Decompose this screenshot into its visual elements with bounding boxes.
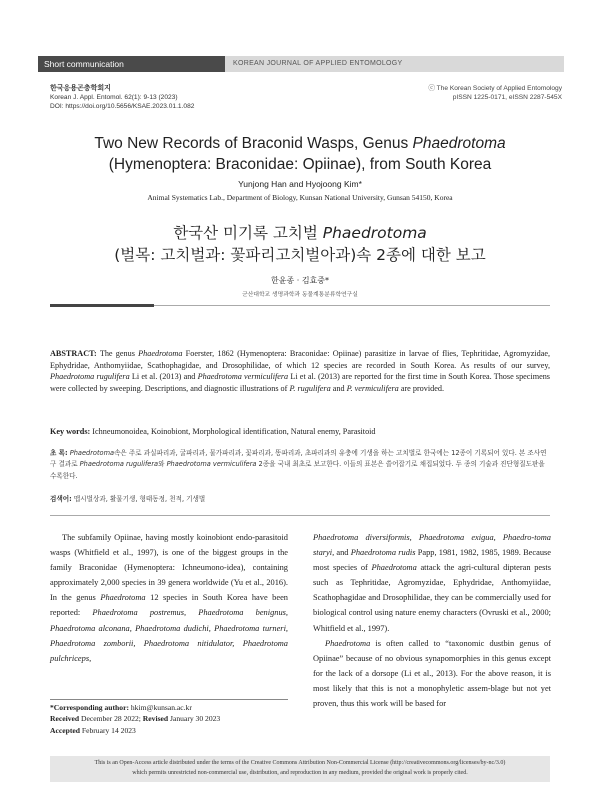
korean-title-genus: Phaedrotoma <box>322 224 427 242</box>
body-paragraph: The subfamily Opiinae, having mostly koinobiont endo-parasitoid wasps (Whitfield et al., 1997), is one of the biggest groups in the family Braconidae (Hymenoptera: Ichneumono-idea), containing approximately 2,000 species in 39 genera worldwide (Yu et al., 2016). In the genus Phaedrotoma 12 species in South Korea have been reported: Phaedrotoma postremus, Phaedrotoma benignus, Phaedrotoma alconana, Phaedrotoma dudichi, Phaedrotoma turneri, Phaedrotoma zomborii, Phaedrotoma nitidulator, Phaedrotoma pulchriceps, <box>50 533 288 663</box>
korean-keywords-label: 검색어: <box>50 495 72 503</box>
korean-keywords: 검색어: 맵시벌상과, 활물기생, 형태동정, 천적, 기생벌 <box>50 495 206 503</box>
license-line-1: This is an Open-Access article distributed under the terms of the Creative Commons Attribution Non-Commercial License (http://creativecommons.org/licenses/by-nc/3.0) <box>94 760 506 766</box>
citation: Korean J. Appl. Entomol. 62(1): 9-13 (2023) <box>50 94 178 101</box>
copyright-block <box>428 84 562 102</box>
abstract-label: ABSTRACT: <box>50 349 97 358</box>
title-genus: Phaedrotoma <box>412 135 506 152</box>
license-notice <box>50 756 550 782</box>
doi-link[interactable]: DOI: https://doi.org/10.5656/KSAE.2023.01.1.082 <box>50 103 195 110</box>
keywords: Key words: Ichneumonoidea, Koinobiont, Morphological identification, Natural enemy, Parasitoid <box>50 427 376 436</box>
korean-authors: 한윤종 · 김효중* <box>271 276 329 285</box>
authors: Yunjong Han and Hyojoong Kim* <box>238 179 362 189</box>
title-divider <box>50 304 550 307</box>
correspondence-footnote: *Corresponding author: hkim@kunsan.ac.kr Received December 28 2022; Revised January 30 2023 Accepted February 14 2023 <box>50 699 288 736</box>
korean-title-line1: 한국산 미기록 고치벌 <box>173 224 323 242</box>
header-bar <box>38 56 564 72</box>
korean-title-line2: (벌목: 고치벌과: 꽃파리고치벌아과)속 2종에 대한 보고 <box>114 246 486 264</box>
body-column-left <box>50 530 288 666</box>
corresponding-author-label: *Corresponding author: <box>50 703 129 712</box>
title-line2: (Hymenoptera: Braconidae: Opiinae), from South Korea <box>108 156 492 173</box>
title-line1: Two New Records of Braconid Wasps, Genus <box>94 135 413 152</box>
keywords-label: Key words: <box>50 427 91 436</box>
corresponding-email[interactable]: hkim@kunsan.ac.kr <box>128 703 192 712</box>
korean-journal-name: 한국응용곤충학회지 <box>50 85 111 92</box>
issn: pISSN 1225-0171, eISSN 2287-545X <box>452 94 562 101</box>
body-column-right <box>313 530 551 711</box>
copyright: ⓒ The Korean Society of Applied Entomology <box>428 85 562 92</box>
korean-affiliation: 군산대학교 생명과학과 동물계통분류학연구실 <box>242 292 358 298</box>
korean-title <box>40 222 560 266</box>
body-paragraph: Phaedrotoma is often called to “taxonomic dustbin genus of Opiinae” because of no obvious synapomorphies in this genus except for the lack of a dorsope (Li et al., 2013). For the above reason, it is most likely that this is not a monophyletic assem-blage but not yet proven, thus this work will be based for <box>313 638 551 709</box>
license-line-2: which permits unrestricted non-commercial use, distribution, and reproduction in any medium, provided the original work is properly cited. <box>132 770 468 776</box>
korean-abstract: 초 록: Phaedrotoma속은 주로 과실파리과, 굴파리과, 물가파리과, 꽃파리과, 똥파리과, 초파리과의 유충에 기생을 하는 고치벌로 한국에는 12종이 기록되어 있다. 본 조사연구 결과로 Phaedrotoma rugulifera와 Phaedrotoma vermiculifera 2종을 국내 최초로 보고한다. 이들의 표본은 쓸어잡기로 채집되었다. 두 종의 기술과 진단형질도판을 수록한다. <box>50 449 547 480</box>
abstract-divider <box>50 515 550 516</box>
article-title <box>40 133 560 175</box>
abstract: ABSTRACT: The genus Phaedrotoma Foerster, 1862 (Hymenoptera: Braconidae: Opiinae) parasitize in larvae of flies, Tephritidae, Agromyzidae, Ephydridae, Anthomyiidae, Scathophagidae, and Drosophilidae, of which 12 species are recorded in South Korea. As results of our survey, Phaedrotoma rugulifera Li et al. (2013) and Phaedrotoma vermiculifera Li et al. (2013) are reported for the first time in South Korea. Those specimens were collected by sweeping. Descriptions, and diagnostic illustrations of P. rugulifera and P. vermiculifera are provided. <box>50 349 551 393</box>
body-paragraph: Phaedrotoma diversiformis, Phaedrotoma exigua, Phaedro-toma staryi, and Phaedrotoma rudis Papp, 1981, 1982, 1985, 1989. Because most species of Phaedrotoma attack the agri-cultural dipteran pests such as Tephritidae, Agromyzidae, Ephydridae, Anthomyiidae, Scathophagidae and Drosophilidae, they can be commercially used for biological control using nature enemy characters (Ovruski et al., 2000; Whitfield et al., 1997). <box>313 533 551 633</box>
affiliation: Animal Systematics Lab., Department of Biology, Kunsan National University, Gunsan 54150, Korea <box>147 193 453 202</box>
section-label: Short communication <box>38 56 225 72</box>
korean-abstract-label: 초 록: <box>50 449 68 457</box>
journal-banner: KOREAN JOURNAL OF APPLIED ENTOMOLOGY <box>225 56 564 72</box>
citation-block <box>50 84 194 111</box>
